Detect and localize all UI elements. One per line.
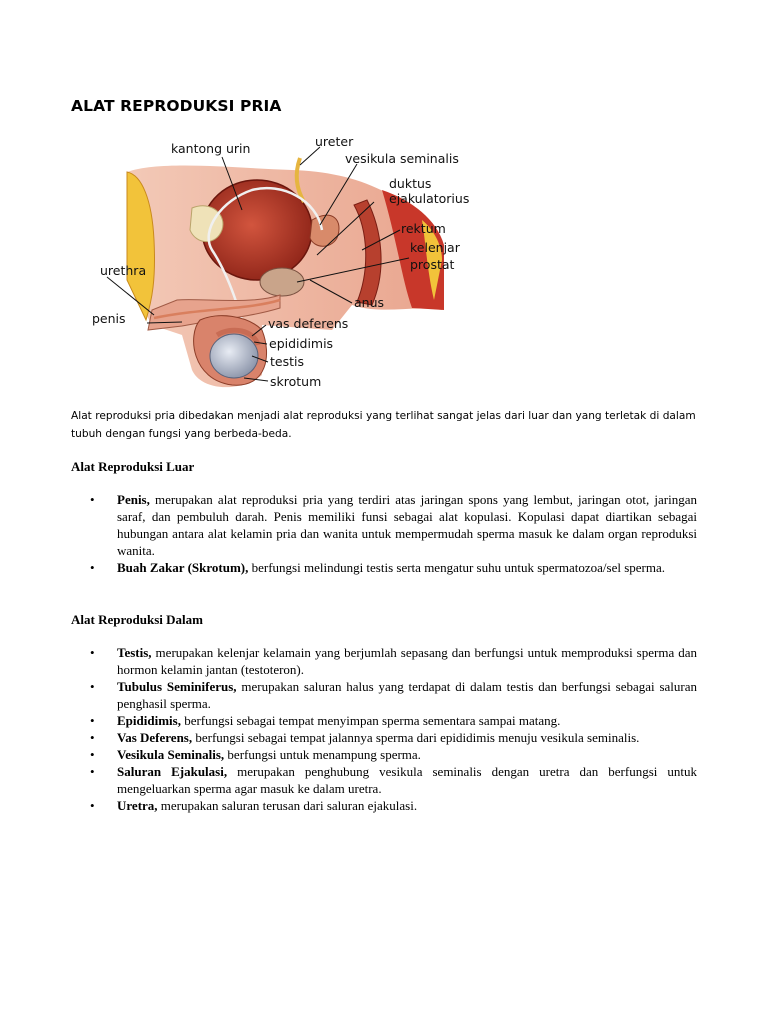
item-text: merupakan saluran halus yang terdapat di dalam testis dan berfungsi sebagai saluran penghasil sperma.	[117, 679, 697, 711]
list-alat-reproduksi-dalam	[71, 644, 697, 814]
list-item	[71, 746, 697, 763]
item-term: Testis,	[117, 645, 152, 660]
list-item	[71, 729, 697, 746]
label-vesikula-seminalis: vesikula seminalis	[345, 151, 459, 166]
bullet-icon: •	[90, 747, 95, 762]
item-text: berfungsi sebagai tempat menyimpan sperma sementara sampai matang.	[180, 713, 561, 728]
bullet-icon: •	[90, 798, 95, 813]
label-kantong-urin: kantong urin	[171, 141, 251, 156]
testis-shape	[210, 334, 258, 378]
item-text: berfungsi untuk menampung sperma.	[224, 747, 421, 762]
item-term: Tubulus Seminiferus,	[117, 679, 237, 694]
label-skrotum: skrotum	[270, 374, 322, 389]
heading-alat-reproduksi-luar: Alat Reproduksi Luar	[71, 459, 195, 474]
bullet-icon: •	[90, 730, 95, 745]
item-term: Saluran Ejakulasi,	[117, 764, 228, 779]
bullet-icon: •	[90, 492, 95, 507]
item-text: merupakan alat reproduksi pria yang terdiri atas jaringan spons yang lembut, jaringan otot, jaringan saraf, dan pembuluh darah. Penis memiliki funsi sebagai alat kopulasi. Kopulasi dapat diartikan sebagai hubungan antara alat kelamin pria dan wanita untuk mempermudah sperma masuk ke dalam organ reproduksi wanita.	[117, 492, 697, 558]
bullet-icon: •	[90, 713, 95, 728]
item-text: merupakan saluran terusan dari saluran ejakulasi.	[157, 798, 418, 813]
list-item	[71, 491, 697, 559]
anatomy-figure	[82, 130, 482, 400]
label-urethra: urethra	[100, 263, 147, 278]
label-ureter: ureter	[315, 134, 354, 149]
label-rektum: rektum	[401, 221, 446, 236]
list-item	[71, 712, 697, 729]
bullet-icon: •	[90, 560, 95, 575]
bullet-icon: •	[90, 645, 95, 660]
list-item	[71, 644, 697, 678]
intro-paragraph: Alat reproduksi pria dibedakan menjadi alat reproduksi yang terlihat sangat jelas dari luar dan yang terletak di dalam tubuh dengan fungsi yang berbeda-beda.	[71, 410, 696, 440]
item-term: Buah Zakar (Skrotum),	[117, 560, 249, 575]
item-text: merupakan penghubung vesikula seminalis dengan uretra dan berfungsi untuk mengeluarkan sperma agar masuk ke dalam uretra.	[117, 764, 698, 796]
item-text: berfungsi sebagai tempat jalannya sperma dari epididimis menuju vesikula seminalis.	[192, 730, 640, 745]
list-item	[71, 763, 697, 797]
male-reproductive-illustration	[82, 130, 482, 400]
label-anus: anus	[354, 295, 385, 310]
label-prostat: prostat	[410, 257, 455, 272]
item-text: berfungsi melindungi testis serta mengatur suhu untuk spermatozoa/sel sperma.	[248, 560, 665, 575]
list-item	[71, 559, 697, 576]
list-item	[71, 678, 697, 712]
label-epididimis: epididimis	[269, 336, 334, 351]
item-term: Uretra,	[117, 798, 158, 813]
item-term: Penis,	[117, 492, 150, 507]
label-duktus: duktus	[389, 176, 432, 191]
label-penis: penis	[92, 311, 126, 326]
page-title: ALAT REPRODUKSI PRIA	[71, 97, 282, 115]
bullet-icon: •	[90, 679, 95, 694]
item-term: Epididimis,	[117, 713, 181, 728]
heading-alat-reproduksi-dalam: Alat Reproduksi Dalam	[71, 612, 203, 627]
item-text: merupakan kelenjar kelamain yang berjumlah sepasang dan berfungsi untuk memproduksi sperma dan hormon kelamin jantan (testoteron).	[117, 645, 697, 677]
label-kelenjar: kelenjar	[410, 240, 460, 255]
list-alat-reproduksi-luar	[71, 491, 697, 576]
seminal-vesicle-shape	[310, 215, 339, 246]
label-testis: testis	[270, 354, 304, 369]
bullet-icon: •	[90, 764, 95, 779]
label-ejakulatorius: ejakulatorius	[389, 191, 470, 206]
label-vas-deferens: vas deferens	[268, 316, 349, 331]
item-term: Vesikula Seminalis,	[117, 747, 225, 762]
item-term: Vas Deferens,	[117, 730, 193, 745]
list-item	[71, 797, 697, 814]
